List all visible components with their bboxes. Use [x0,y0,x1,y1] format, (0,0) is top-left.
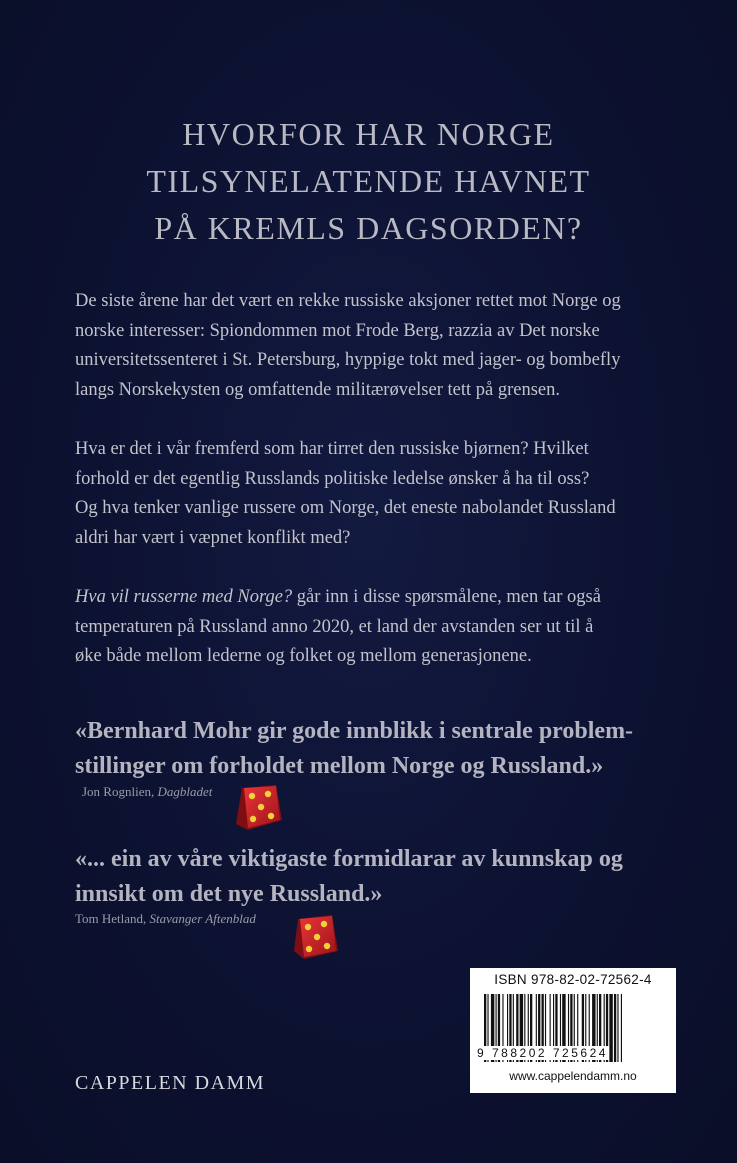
quote-1-attribution [82,784,212,800]
quote-2-attribution [75,911,256,927]
text-fragment: går inn i disse spørsmålene, men tar også [292,587,601,607]
review-quote-1 [75,714,715,784]
publication-name: Stavanger Aftenblad [149,911,256,926]
text-line: Hva er det i vår fremferd som har tirret den russiske bjørnen? Hvilket [75,439,589,459]
book-title-italic: Hva vil russerne med Norge? [75,587,293,607]
text-line: øke både mellom lederne og folket og mellom generasjonene. [75,646,532,666]
isbn-barcode-box [470,968,676,1093]
headline-line-2: TILSYNELATENDE HAVNET [146,163,591,199]
quote-line: innsikt om det nye Russland.» [75,881,383,907]
text-line: aldri har vært i væpnet konflikt med? [75,527,351,548]
headline-line-1: HVORFOR HAR NORGE [182,116,555,152]
isbn-digits [476,1045,672,1061]
back-cover-headline [60,111,677,252]
quote-line: stillinger om forholdet mellom Norge og Russland.» [75,753,604,779]
blurb-paragraph-3 [75,583,685,672]
text-line: universitetssenteret i St. Petersburg, hyppige tokt med jager- og bombefly [75,350,621,370]
blurb-paragraph-1 [75,287,685,405]
text-line: De siste årene har det vært en rekke russiske aksjoner rettet mot Norge og [75,291,621,311]
text-line: Og hva tenker vanlige russere om Norge, det eneste nabolandet Russland [75,498,616,518]
text-line: forhold er det egentlig Russlands politiske ledelse ønsker å ha til oss? [75,468,590,489]
review-quote-2 [75,842,715,912]
blurb-paragraph-2 [75,435,685,553]
isbn-label: ISBN 978-82-02-72562-4 [494,972,652,987]
isbn-digits-text: 9 788202 725624 [477,1046,608,1060]
publisher-logo: CAPPELEN DAMM [75,1072,266,1094]
text-line: langs Norskekysten og omfattende militærøvelser tett på grensen. [75,379,560,400]
publisher-url: www.cappelendamm.no [509,1069,637,1083]
publication-name: Dagbladet [157,784,213,799]
text-line: temperaturen på Russland anno 2020, et land der avstanden ser ut til å [75,616,594,637]
text-line: norske interesser: Spiondommen mot Frode Berg, razzia av Det norske [75,320,600,341]
dice-five-icon [232,782,284,834]
text-line [75,583,685,613]
reviewer-name: Tom Hetland, [75,911,150,926]
reviewer-name: Jon Rognlien, [82,784,158,799]
quote-line: «Bernhard Mohr gir gode innblikk i sentrale problem- [75,718,634,744]
headline-line-3: PÅ KREMLS DAGSORDEN? [154,210,583,246]
dice-five-icon [290,911,342,963]
quote-line: «... ein av våre viktigaste formidlarar av kunnskap og [75,846,623,872]
